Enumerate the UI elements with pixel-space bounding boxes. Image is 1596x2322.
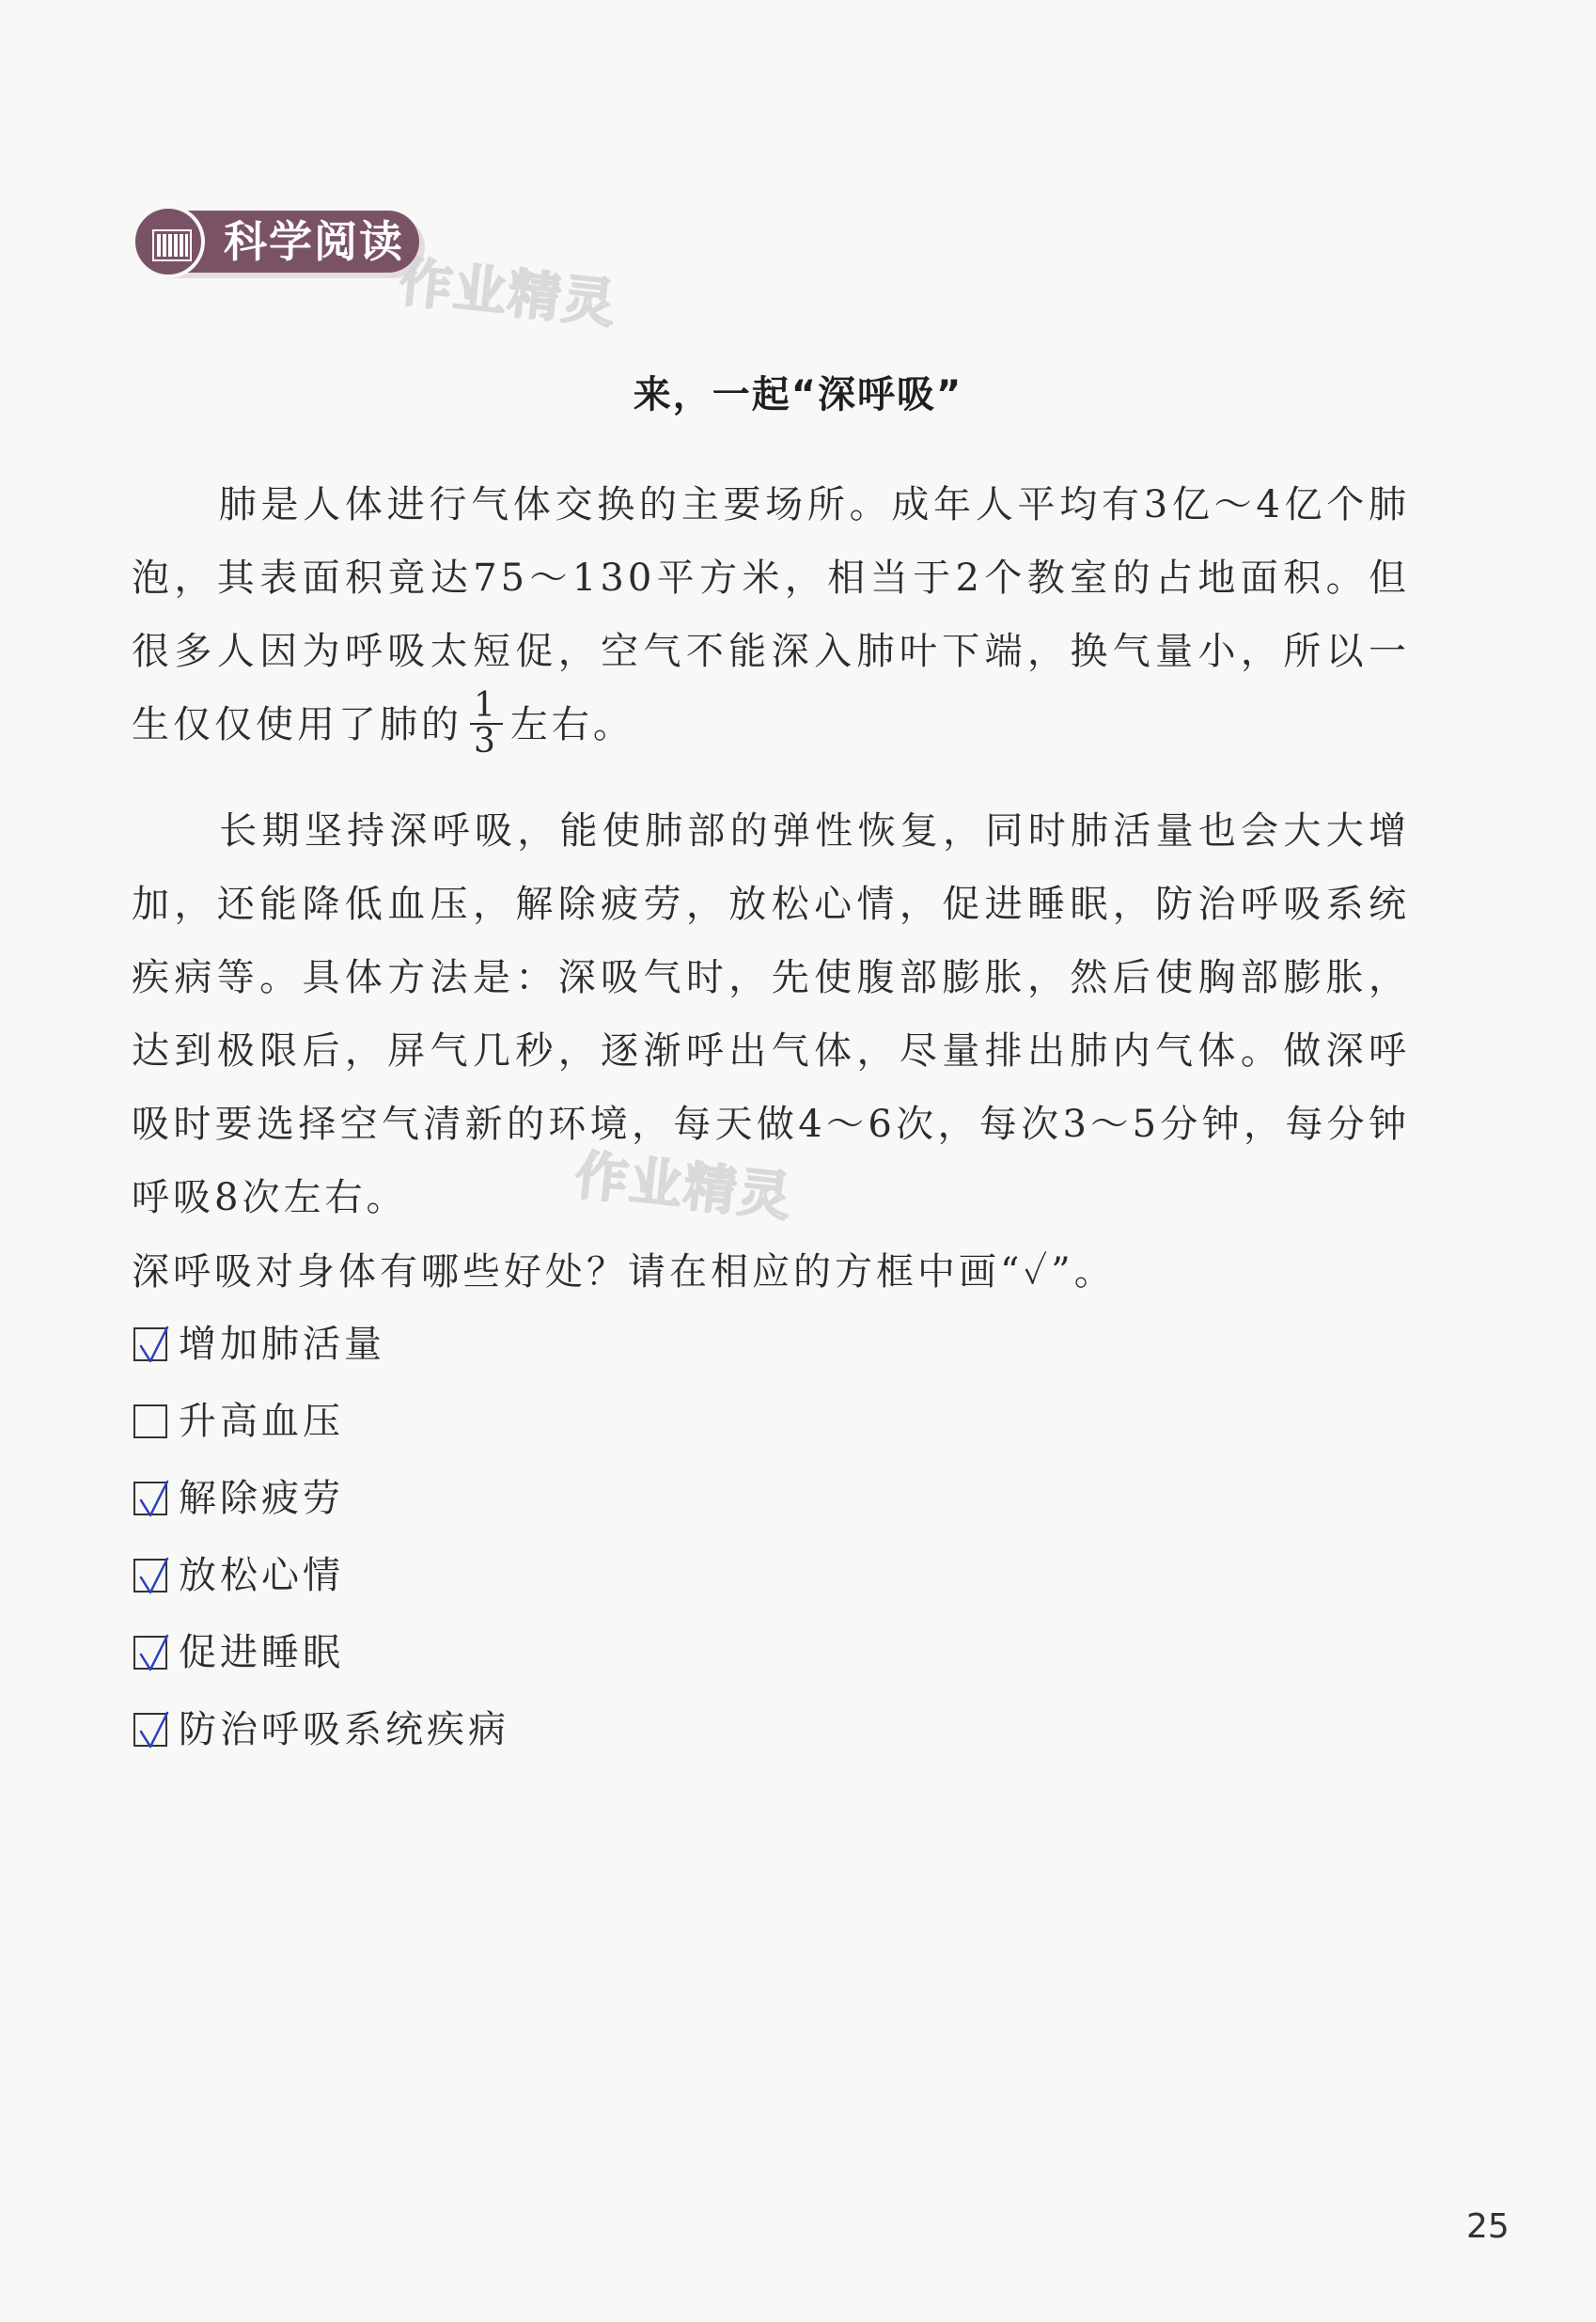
article-title: 来，一起“深呼吸” bbox=[633, 373, 963, 416]
checkbox[interactable] bbox=[133, 1404, 167, 1438]
section-badge bbox=[132, 205, 421, 278]
check-mark-icon bbox=[135, 1478, 173, 1521]
watermark: 作业精灵 bbox=[571, 1145, 796, 1229]
check-mark-icon bbox=[135, 1324, 173, 1367]
option-label: 促进睡眠 bbox=[179, 1631, 344, 1674]
check-mark-icon bbox=[135, 1709, 173, 1752]
section-badge-circle bbox=[132, 205, 205, 278]
option-label: 防治呼吸系统疾病 bbox=[179, 1708, 509, 1751]
question-text: 深呼吸对身体有哪些好处？请在相应的方框中画“✓”。 bbox=[132, 1250, 1116, 1294]
watermark: 作业精灵 bbox=[396, 252, 620, 336]
fraction-denominator: 3 bbox=[474, 722, 499, 761]
paragraph-1-text: 肺是人体进行气体交换的主要场所。成年人平均有3亿～4亿个肺泡，其表面积竟达75～130平方米，相当于2个教室的占地面积。但很多人因为呼吸太短促，空气不能深入肺叶下端，换气量小，所以一生仅仅使用了肺的 bbox=[132, 483, 1410, 746]
paragraph-1 bbox=[132, 468, 1410, 762]
fraction-numerator: 1 bbox=[470, 689, 503, 725]
option-label: 放松心情 bbox=[179, 1554, 344, 1597]
option-label: 解除疲劳 bbox=[179, 1477, 344, 1520]
paragraph-1-tail: 左右。 bbox=[509, 703, 634, 746]
paragraph-2-text: 长期坚持深呼吸，能使肺部的弹性恢复，同时肺活量也会大大增加，还能降低血压，解除疲劳，放松心情，促进睡眠，防治呼吸系统疾病等。具体方法是：深吸气时，先使腹部膨胀，然后使胸部膨胀，达到极限后，屏气几秒，逐渐呼出气体，尽量排出肺内气体。做深呼吸时要选择空气清新的环境，每天做4～6次，每次3～5分钟，每分钟呼吸8次左右。 bbox=[132, 809, 1410, 1219]
fraction bbox=[470, 686, 503, 761]
page-number: 25 bbox=[1466, 2207, 1510, 2246]
option-label: 升高血压 bbox=[179, 1400, 344, 1443]
check-mark-icon bbox=[135, 1555, 173, 1598]
option-label: 增加肺活量 bbox=[179, 1323, 385, 1366]
check-mark-icon bbox=[135, 1632, 173, 1675]
paragraph-2 bbox=[132, 794, 1410, 1234]
bookshelf-icon bbox=[152, 229, 192, 261]
section-badge-label: 科学阅读 bbox=[224, 216, 404, 267]
